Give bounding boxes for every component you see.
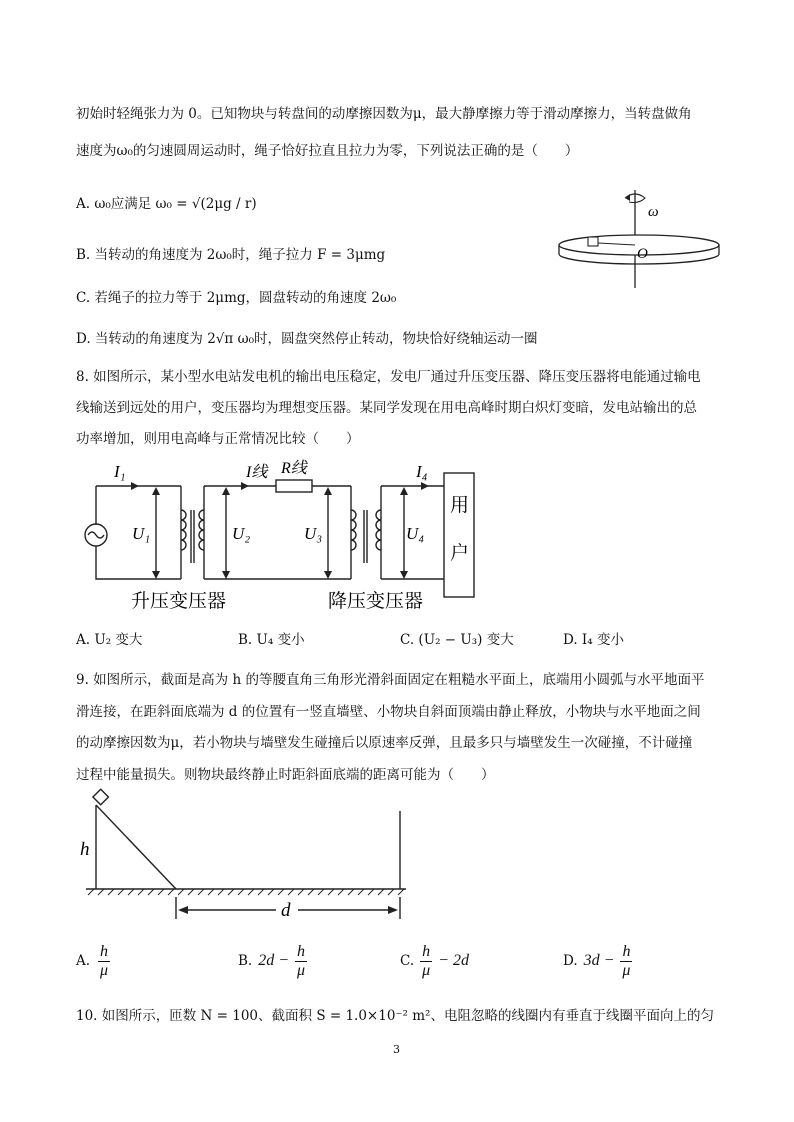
label-h: h	[80, 839, 90, 860]
q7-option-b: B. 当转动的角速度为 2ω₀时，绳子拉力 F = 3μmg	[76, 247, 386, 263]
q8-stem-line1: 8. 如图所示，某小型水电站发电机的输出电压稳定，发电厂通过升压变压器、降压变压器将电能通过输电	[76, 369, 701, 385]
label-u4: U₄	[406, 524, 425, 543]
q9-option-c-den: μ	[422, 961, 431, 979]
label-step-up: 升压变压器	[131, 590, 227, 612]
q9-option-c-num: h	[422, 942, 431, 960]
q9-option-d-label: D.	[563, 953, 578, 969]
label-i-line: I线	[246, 464, 268, 481]
q9-option-d-den: μ	[622, 961, 631, 979]
block	[588, 237, 598, 246]
label-i4: I₄	[416, 462, 428, 481]
q9-option-b-label: B.	[238, 953, 253, 969]
q9-option-b-fraction	[295, 943, 307, 980]
q8-option-a: A. U₂ 变大	[76, 632, 143, 648]
q9-stem-line1: 9. 如图所示，截面是高为 h 的等腰直角三角形光滑斜面固定在粗糙水平面上，底端用小圆弧与水平地面平	[76, 672, 705, 688]
q9-option-c-post: − 2d	[438, 952, 469, 969]
label-user-top: 用	[450, 494, 470, 516]
q7-option-a: A. ω₀应满足 ω₀ = √(2μg / r)	[76, 196, 257, 212]
q9-stem-line2: 滑连接，在距斜面底端为 d 的位置有一竖直墙壁、小物块自斜面顶端由静止释放，小物块与水平地面之间	[76, 704, 701, 720]
label-u2: U₂	[232, 524, 251, 543]
q9-option-b-num: h	[297, 942, 306, 960]
label-u1: U₁	[132, 524, 151, 543]
q9-stem-line3: 的动摩擦因数为μ，若小物块与墙壁发生碰撞后以原速率反弹，且最多只与墙壁发生一次碰撞，不计碰撞	[76, 735, 693, 751]
q8-option-c: C. (U₂ − U₃) 变大	[400, 632, 514, 648]
q8-option-d: D. I₄ 变小	[563, 632, 624, 648]
q7-stem-line1: 初始时轻绳张力为 0。已知物块与转盘间的动摩擦因数为μ，最大静摩擦力等于滑动摩擦力，当转盘做角	[76, 106, 692, 122]
label-i1: I₁	[114, 462, 126, 481]
q9-option-a-den: μ	[100, 961, 109, 979]
page-number: 3	[393, 1043, 400, 1056]
q9-option-d-pre: 3d −	[583, 952, 615, 969]
q7-option-d: D. 当转动的角速度为 2√π ω₀时，圆盘突然停止转动，物块恰好绕轴运动一圈	[76, 331, 538, 347]
q9-option-b-den: μ	[297, 961, 306, 979]
turntable-figure	[555, 188, 725, 290]
q8-option-b: B. U₄ 变小	[238, 632, 305, 648]
q9-option-a-label: A.	[76, 953, 91, 969]
q9-option-d	[563, 940, 632, 982]
center-label: O	[637, 246, 648, 262]
q8-stem-line3: 功率增加，则用电高峰与正常情况比较（ ）	[76, 431, 360, 447]
q9-option-c-fraction	[420, 943, 432, 980]
label-u3: U₃	[304, 524, 323, 543]
q8-stem-line2: 线输送到远处的用户，变压器均为理想变压器。某同学发现在用电高峰时期白炽灯变暗，发电站输出的总	[76, 400, 697, 416]
label-r-line: R线	[281, 460, 307, 477]
q9-option-a	[76, 940, 110, 982]
incline-wall-figure	[76, 785, 411, 925]
q9-option-c	[400, 940, 469, 982]
label-d: d	[281, 900, 291, 921]
q9-stem-line4: 过程中能量损失。则物块最终静止时距斜面底端的距离可能为（ ）	[76, 767, 495, 783]
q9-option-c-label: C.	[400, 953, 415, 969]
q9-option-a-fraction	[98, 943, 110, 980]
label-user-bottom: 户	[450, 542, 470, 564]
q9-option-d-fraction	[620, 943, 632, 980]
transmission-circuit-figure	[76, 455, 496, 615]
omega-label: ω	[648, 204, 659, 220]
q9-option-d-num: h	[622, 942, 631, 960]
q9-option-b	[238, 940, 307, 982]
label-step-down: 降压变压器	[328, 590, 424, 612]
q9-option-b-pre: 2d −	[258, 952, 290, 969]
q7-option-c: C. 若绳子的拉力等于 2μmg，圆盘转动的角速度 2ω₀	[76, 290, 397, 306]
q7-stem-line2: 速度为ω₀的匀速圆周运动时，绳子恰好拉直且拉力为零，下列说法正确的是（ ）	[76, 143, 579, 159]
q10-stem-line1: 10. 如图所示，匝数 N = 100、截面积 S = 1.0×10⁻² m²、电阻忽略的线圈内有垂直于线圈平面向上的匀	[76, 1008, 714, 1024]
q9-option-a-num: h	[100, 942, 109, 960]
